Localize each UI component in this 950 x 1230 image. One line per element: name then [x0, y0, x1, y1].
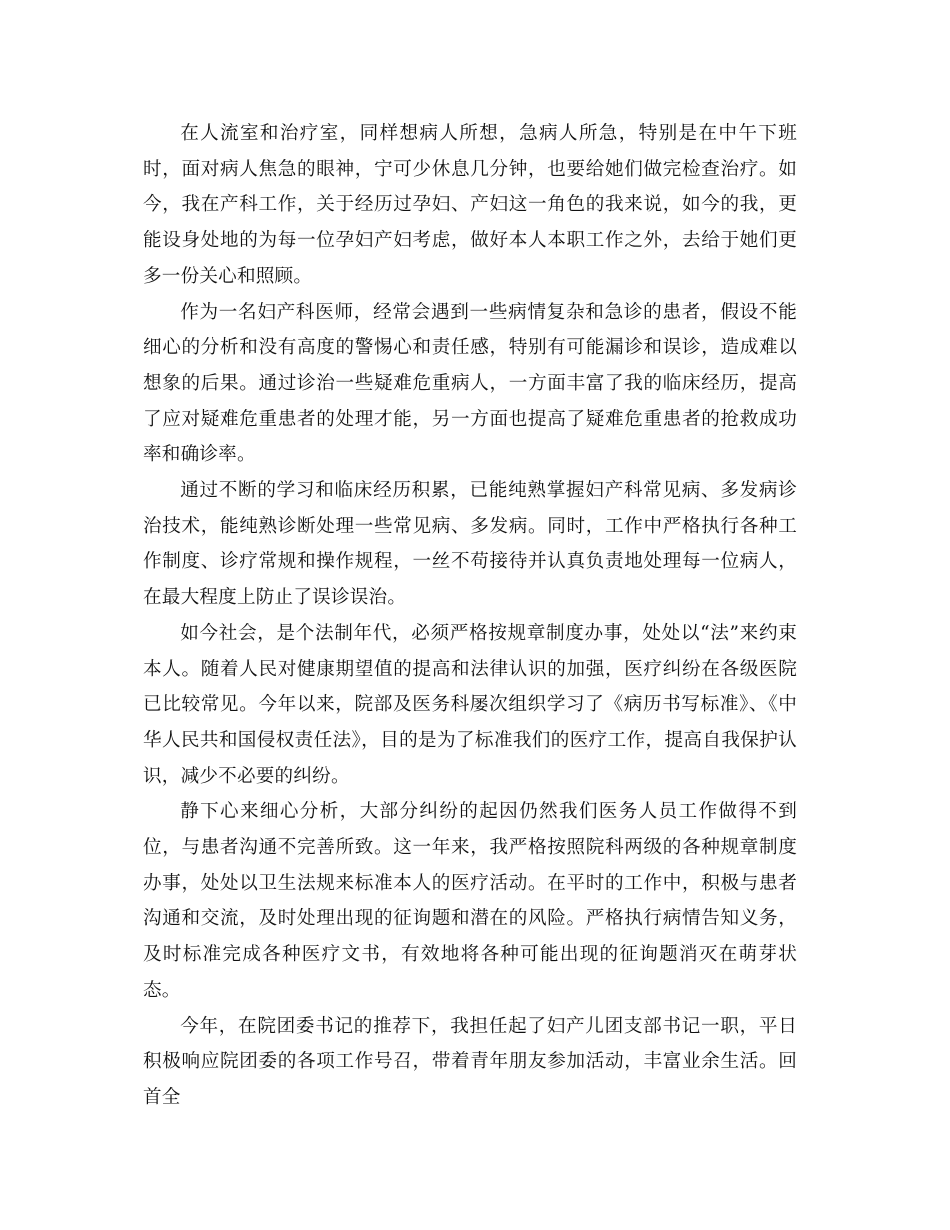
- paragraph: 静下心来细心分析，大部分纠纷的起因仍然我们医务人员工作做得不到位，与患者沟通不完善所致。这一年来，我严格按照院科两级的各种规章制度办事，处处以卫生法规来标准本人的医疗活动。在平时的工作中，积极与患者沟通和交流，及时处理出现的征询题和潜在的风险。严格执行病情告知义务，及时标准完成各种医疗文书，有效地将各种可能出现的征询题消灭在萌芽状态。: [143, 801, 797, 1001]
- document-body: [143, 116, 797, 1116]
- paragraph: 今年，在院团委书记的推荐下，我担任起了妇产儿团支部书记一职，平日积极响应院团委的各项工作号召，带着青年朋友参加活动，丰富业余生活。回首全: [143, 1015, 797, 1108]
- paragraph: 在人流室和治疗室，同样想病人所想，急病人所急，特别是在中午下班时，面对病人焦急的眼神，宁可少休息几分钟，也要给她们做完检查治疗。如今，我在产科工作，关于经历过孕妇、产妇这一角色的我来说，如今的我，更能设身处地的为每一位孕妇产妇考虑，做好本人本职工作之外，去给于她们更多一份关心和照顾。: [143, 123, 797, 287]
- paragraph: 作为一名妇产科医师，经常会遇到一些病情复杂和急诊的患者，假设不能细心的分析和没有高度的警惕心和责任感，特别有可能漏诊和误诊，造成难以想象的后果。通过诊治一些疑难危重病人，一方面丰富了我的临床经历，提高了应对疑难危重患者的处理才能，另一方面也提高了疑难危重患者的抢救成功率和确诊率。: [143, 301, 797, 466]
- paragraph: 如今社会，是个法制年代，必须严格按规章制度办事，处处以“法”来约束本人。随着人民对健康期望值的提高和法律认识的加强，医疗纠纷在各级医院已比较常见。今年以来，院部及医务科屡次组织学习了《病历书写标准》、《中华人民共和国侵权责任法》，目的是为了标准我们的医疗工作，提高自我保护认识，减少不必要的纠纷。: [143, 622, 797, 787]
- paragraph: 通过不断的学习和临床经历积累，已能纯熟掌握妇产科常见病、多发病诊治技术，能纯熟诊断处理一些常见病、多发病。同时，工作中严格执行各种工作制度、诊疗常规和操作规程，一丝不苟接待并认真负责地处理每一位病人，在最大程度上防止了误诊误治。: [143, 480, 797, 609]
